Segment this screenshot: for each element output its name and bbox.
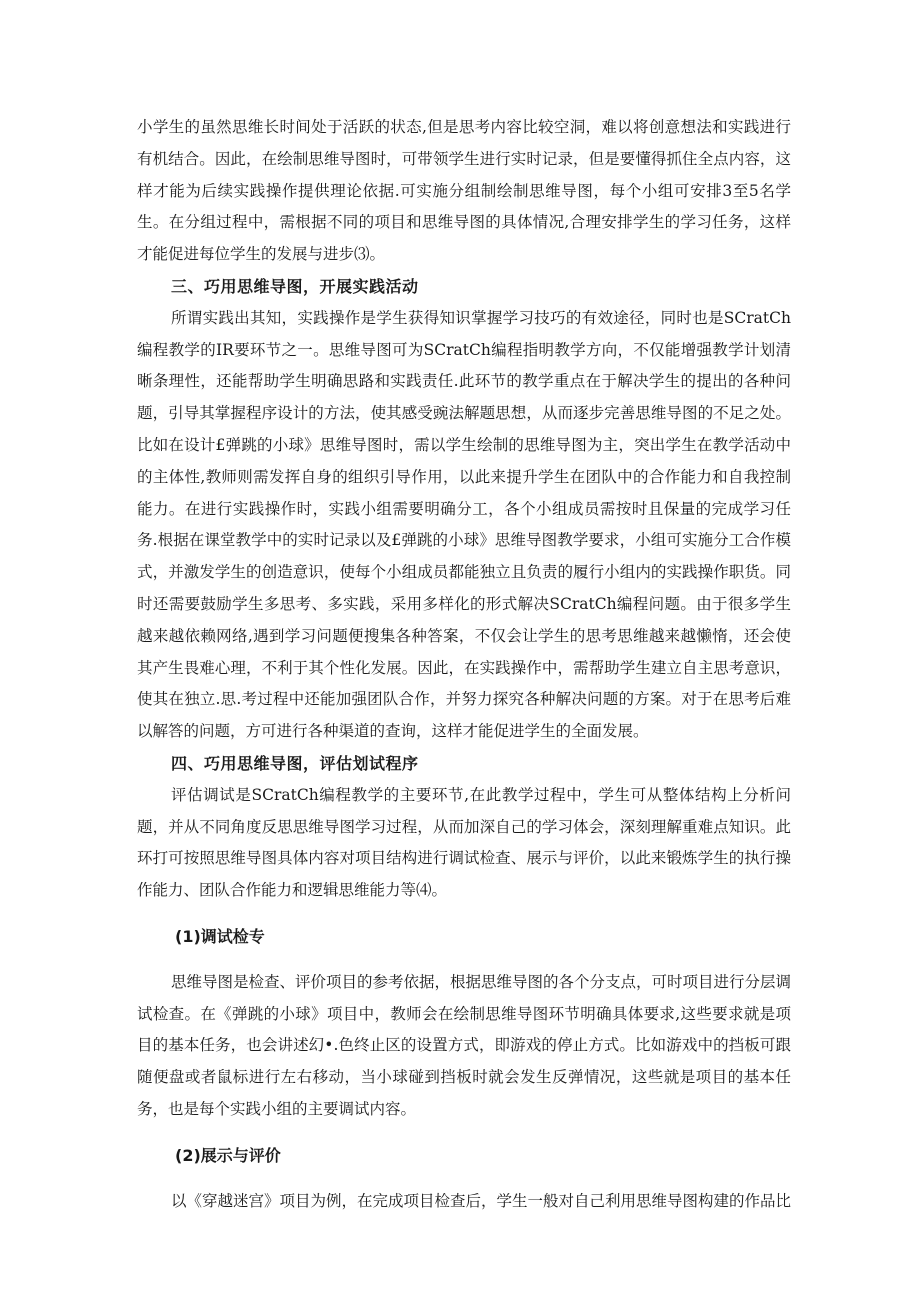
paragraph-showcase: 以《穿越迷宫》项目为例，在完成项目检查后，学生一般对自己利用思维导图构建的作品比	[171, 1191, 792, 1210]
subheading-debug-text: 调试检专	[200, 926, 265, 946]
paragraph-grouping: 小学生的虽然思维长时间处于活跃的状态,但是思考内容比较空洞，难以将创意想法和实践进行有机结合。因此，在绘制思维导图时，可带领学生进行实时记录，但是要懂得抓住全点内容，这样才能为后续实践操作提供理论依据.可实施分组制绘制思维导图，每个小组可安排3至5名学生。在分组过程中，需根据不同的项目和思维导图的具体情况,合理安排学生的学习任务，这样才能促进每位学生的发展与进步⑶。	[137, 118, 791, 264]
subheading-debug-number: (1)	[175, 926, 201, 946]
paragraph-debug: 思维导图是检查、评价项目的参考依据，根据思维导图的各个分支点，可时项目进行分层调试检查。在《弹跳的小球》项目中，教师会在绘制思维导图环节明确具体要求,这些要求就是项目的基本任务，也会讲述幻•.色终止区的设置方式，即游戏的停止方式。比如游戏中的挡板可跟随便盘或者鼠标进行左右移动，当小球碰到挡板时就会发生反弹情况，这些就是项目的基本任务，也是每个实践小组的主要调试内容。	[137, 972, 792, 1118]
subheading-debug	[137, 921, 791, 953]
section-heading-three: 三、巧用思维导图，开展实践活动	[171, 276, 419, 296]
document-body	[137, 112, 791, 1217]
paragraph-practice: 所谓实践出其知，实践操作是学生获得知识掌握学习技巧的有效途径，同时也是SCratCh编程教学的IR要环节之一。思维导图可为SCratCh编程指明教学方向，不仅能增强教学计划清晰条理性，还能帮助学生明确思路和实践责任.此环节的教学重点在于解决学生的提出的各种问题，引导其掌握程序设计的方法，使其感受豌法解题思想，从而逐步完善思维导图的不足之处。比如在设计£弹跳的小球》思维导图时，需以学生绘制的思维导图为主，突出学生在教学活动中的主体性,教师则需发挥自身的组织引导作用，以此来提升学生在团队中的合作能力和自我控制能力。在进行实践操作时，实践小组需要明确分工，各个小组成员需按时且保量的完成学习任务.根据在课堂教学中的实时记录以及£弹跳的小球》思维导图教学要求，小组可实施分工合作模式，并激发学生的创造意识，使每个小组成员都能独立且负责的履行小组内的实践操作职货。同时还需要鼓励学生多思考、多实践，采用多样化的形式解决SCratCh编程问题。由于很多学生越来越依赖网络,遇到学习问题便搜集各种答案，不仅会让学生的思考思维越来越懒惰，还会使其产生畏难心理，不利于其个性化发展。因此，在实践操作中，需帮助学生建立自主思考意识，使其在独立.思.考过程中还能加强团队合作，并努力探究各种解决问题的方案。对于在思考后难以解答的问题，方可进行各种渠道的查询，这样才能促进学生的全面发展。	[137, 308, 791, 741]
subheading-showcase	[137, 1140, 791, 1172]
paragraph-evaluation: 评估调试是SCratCh编程教学的主要环节,在此教学过程中，学生可从整体结构上分析问题，并从不同角度反思思维导图学习过程，从而加深自己的学习体会，深刻理解重难点知识。此环打可按照思维导图具体内容对项目结构进行调试检查、展示与评价，以此来锻炼学生的执行操作能力、团队合作能力和逻辑思维能力等⑷。	[137, 785, 791, 900]
subheading-showcase-number: (2)	[175, 1145, 201, 1165]
section-heading-four: 四、巧用思维导图，评估划试程序	[171, 753, 419, 773]
subheading-showcase-text: 展示与评价	[200, 1145, 281, 1165]
